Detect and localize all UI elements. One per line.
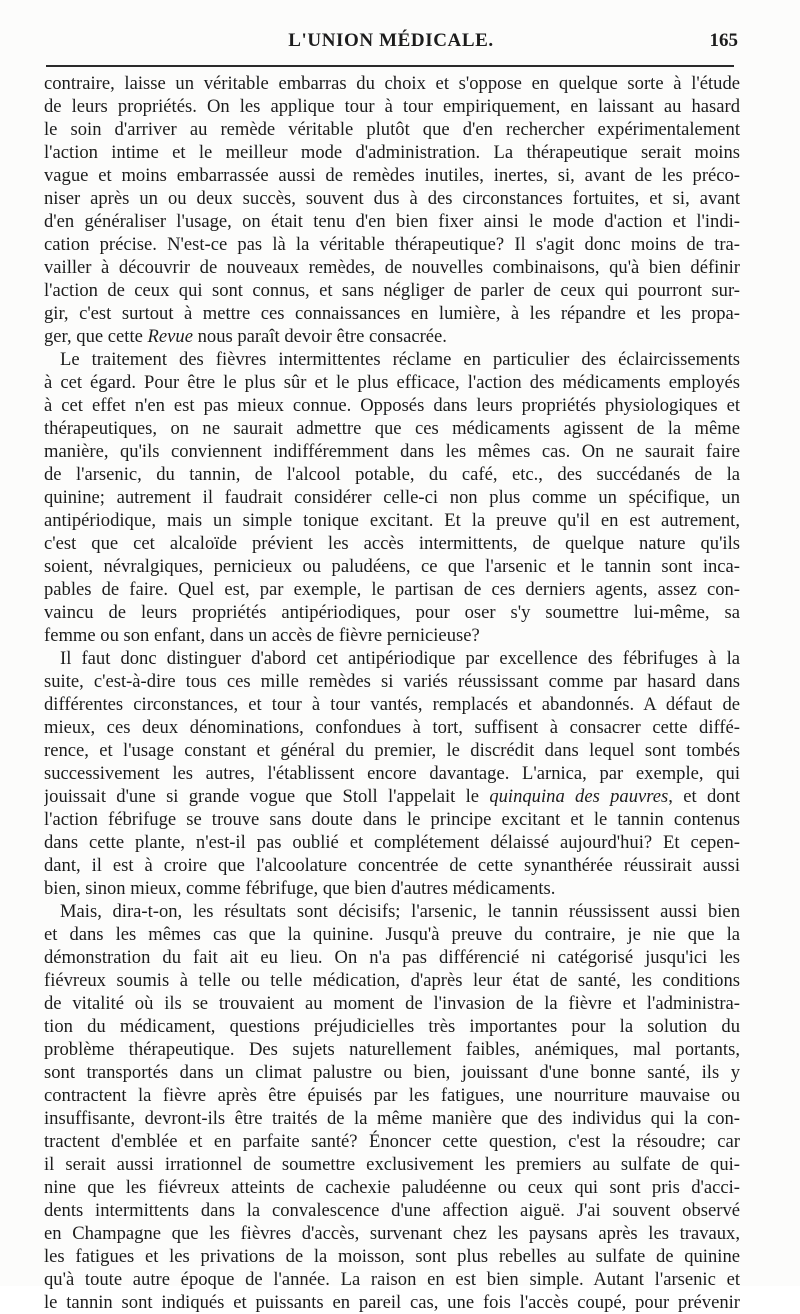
- text-line: contraire, laisse un véritable embarras du choix et s'oppose en quelque sorte à l'étude: [44, 73, 740, 94]
- text-line: démonstration du fait ait eu lieu. On n'a pas différencié ni catégorisé jusqu'ici les: [44, 947, 740, 968]
- text-line: dans cette plante, n'est-il pas oublié et complétement délaissé aujourd'hui? Et cepen-: [44, 832, 740, 853]
- text-line: fiévreux soumis à telle ou telle médication, d'après leur état de santé, les conditions: [44, 970, 740, 991]
- text-line: rence, et l'usage constant et général du premier, le discrédit dans lequel sont tombés: [44, 740, 740, 761]
- italic-term: quinquina des pauvres: [489, 786, 669, 807]
- text-line: c'est que cet alcaloïde prévient les accès intermittents, de quelque nature qu'ils: [44, 533, 740, 554]
- text-line: sont transportés dans un climat palustre ou bien, jouissant d'une bonne santé, ils y: [44, 1062, 740, 1083]
- text-line: niser après un ou deux succès, souvent dus à des circonstances fortuites, et si, avant: [44, 188, 740, 209]
- paragraph-end-line: bien, sinon mieux, comme fébrifuge, que bien d'autres médicaments.: [44, 878, 556, 899]
- body-text: [44, 72, 740, 1314]
- text-line: dents intermittents dans la convalescence d'une affection aiguë. J'ai souvent observé: [44, 1200, 740, 1221]
- text-line: mieux, ces deux dénominations, confondues à tort, suffisent à consacrer cette diffé-: [44, 717, 740, 738]
- text-line: insuffisante, devront-ils être traités de la même manière que des individus qui la con-: [44, 1108, 740, 1129]
- text-line: de vitalité où ils se trouvaient au moment de l'invasion de la fièvre et l'administra-: [44, 993, 740, 1014]
- text-line: tractent d'emblée et en parfaite santé? Énoncer cette question, c'est la résoudre; car: [44, 1131, 740, 1152]
- text-line: l'action intime et le meilleur mode d'administration. La thérapeutique serait moins: [44, 142, 740, 163]
- paragraph-start-line: Il faut donc distinguer d'abord cet antipériodique par excellence des fébrifuges à la: [60, 648, 740, 669]
- text-line: problème thérapeutique. Des sujets naturellement faibles, anémiques, mal portants,: [44, 1039, 740, 1060]
- text-line: l'action fébrifuge se trouve sans doute dans le principe excitant et le tannin contenus: [44, 809, 740, 830]
- text-line: tion du médicament, questions préjudicielles très importantes pour la solution du: [44, 1016, 740, 1037]
- page-number: 165: [709, 30, 738, 51]
- text-line: le soin d'arriver au remède véritable plutôt que d'en rechercher expérimentalement: [44, 119, 740, 140]
- text-line: qu'à toute autre époque de l'année. La raison en est bien simple. Autant l'arsenic et: [44, 1269, 740, 1290]
- text-line: successivement les autres, l'établissent encore davantage. L'arnica, par exemple, qui: [44, 763, 740, 784]
- text-line: cation précise. N'est-ce pas là la véritable thérapeutique? Il s'agit donc moins de tra-: [44, 234, 740, 255]
- text-line: en Champagne que les fièvres d'accès, survenant chez les paysans après les travaux,: [44, 1223, 740, 1244]
- header-rule: [46, 65, 734, 67]
- text-line: suite, c'est-à-dire tous ces mille remèdes si variés réussissant comme par hasard dans: [44, 671, 740, 692]
- text-line: vaincu de leurs propriétés antipériodiques, pour oser s'y soumettre lui-même, sa: [44, 602, 740, 623]
- text-line: manière, qu'ils conviennent indifféremment dans les mêmes cas. On ne saurait faire: [44, 441, 740, 462]
- text-line: antipériodique, mais un simple tonique excitant. Et la preuve qu'il en est autrement,: [44, 510, 740, 531]
- text-line: le tannin sont indiqués et puissants en pareil cas, une fois l'accès coupé, pour prévenir: [44, 1292, 740, 1313]
- text-line: à cet égard. Pour être le plus sûr et le plus efficace, l'action des médicaments employés: [44, 372, 740, 393]
- text-line: de leurs propriétés. On les applique tour à tour empiriquement, en laissant au hasard: [44, 96, 740, 117]
- page-header: [44, 26, 738, 60]
- text-line: et dans les mêmes cas que la quinine. Jusqu'à preuve du contraire, je nie que la: [44, 924, 740, 945]
- paragraph-start-line: Le traitement des fièvres intermittentes réclame en particulier des éclaircissements: [60, 349, 740, 370]
- text-line-end: ger, que cette Revue nous paraît devoir être consacrée.: [44, 326, 447, 347]
- text-line: de l'arsenic, du tannin, de l'alcool potable, du café, etc., des succédanés de la: [44, 464, 740, 485]
- text-line: à cet effet n'en est pas mieux connue. Opposés dans leurs propriétés physiologiques et: [44, 395, 740, 416]
- italic-term: Revue: [147, 326, 193, 347]
- text-line: jouissait d'une si grande vogue que Stoll l'appelait le quinquina des pauvres, et dont: [44, 786, 740, 807]
- text-line: thérapeutiques, on ne saurait admettre que ces médicaments agissent de la même: [44, 418, 740, 439]
- running-title: L'UNION MÉDICALE.: [288, 30, 494, 51]
- text-line: pables de faire. Quel est, par exemple, le partisan de ces derniers agents, assez con-: [44, 579, 740, 600]
- text-line-with-italic: [44, 325, 740, 348]
- text-line: nine que les fiévreux atteints de cachexie paludéenne ou ceux qui sont pris d'acci-: [44, 1177, 740, 1198]
- text-line: d'en généraliser l'usage, on était tenu d'en bien fixer ainsi le mode d'action et l'indi-: [44, 211, 740, 232]
- paragraph-start-line: Mais, dira-t-on, les résultats sont décisifs; l'arsenic, le tannin réussissent aussi bien: [60, 901, 740, 922]
- text-line: l'action de ceux qui sont connus, et sans négliger de parler de ceux qui pourront sur-: [44, 280, 740, 301]
- text-line: quinine; autrement il faudrait considérer celle-ci non plus comme un spécifique, un: [44, 487, 740, 508]
- text-line: vague et moins embarrassée aussi de remèdes inutiles, inertes, si, avant de les préco-: [44, 165, 740, 186]
- text-line: différentes circonstances, et tour à tour vantés, remplacés et abandonnés. A défaut de: [44, 694, 740, 715]
- text-line: vailler à découvrir de nouveaux remèdes, de nouvelles combinaisons, qu'à bien définir: [44, 257, 740, 278]
- text-line: il serait aussi irrationnel de soumettre exclusivement les premiers au sulfate de qui-: [44, 1154, 740, 1175]
- text-line: soient, névralgiques, pernicieux ou paludéens, ce que l'arsenic et le tannin sont inca-: [44, 556, 740, 577]
- text-line: dant, il est à croire que l'alcoolature concentrée de cette synanthérée réussirait aussi: [44, 855, 740, 876]
- text-line: contractent la fièvre après être épuisés par les fatigues, une nourriture mauvaise ou: [44, 1085, 740, 1106]
- paragraph-end-line: femme ou son enfant, dans un accès de fièvre pernicieuse?: [44, 625, 480, 646]
- text-line: les fatigues et les privations de la moisson, sont plus rebelles au sulfate de quinine: [44, 1246, 740, 1267]
- text-line: gir, c'est surtout à mettre ces connaissances en lumière, à les répandre et les propa-: [44, 303, 740, 324]
